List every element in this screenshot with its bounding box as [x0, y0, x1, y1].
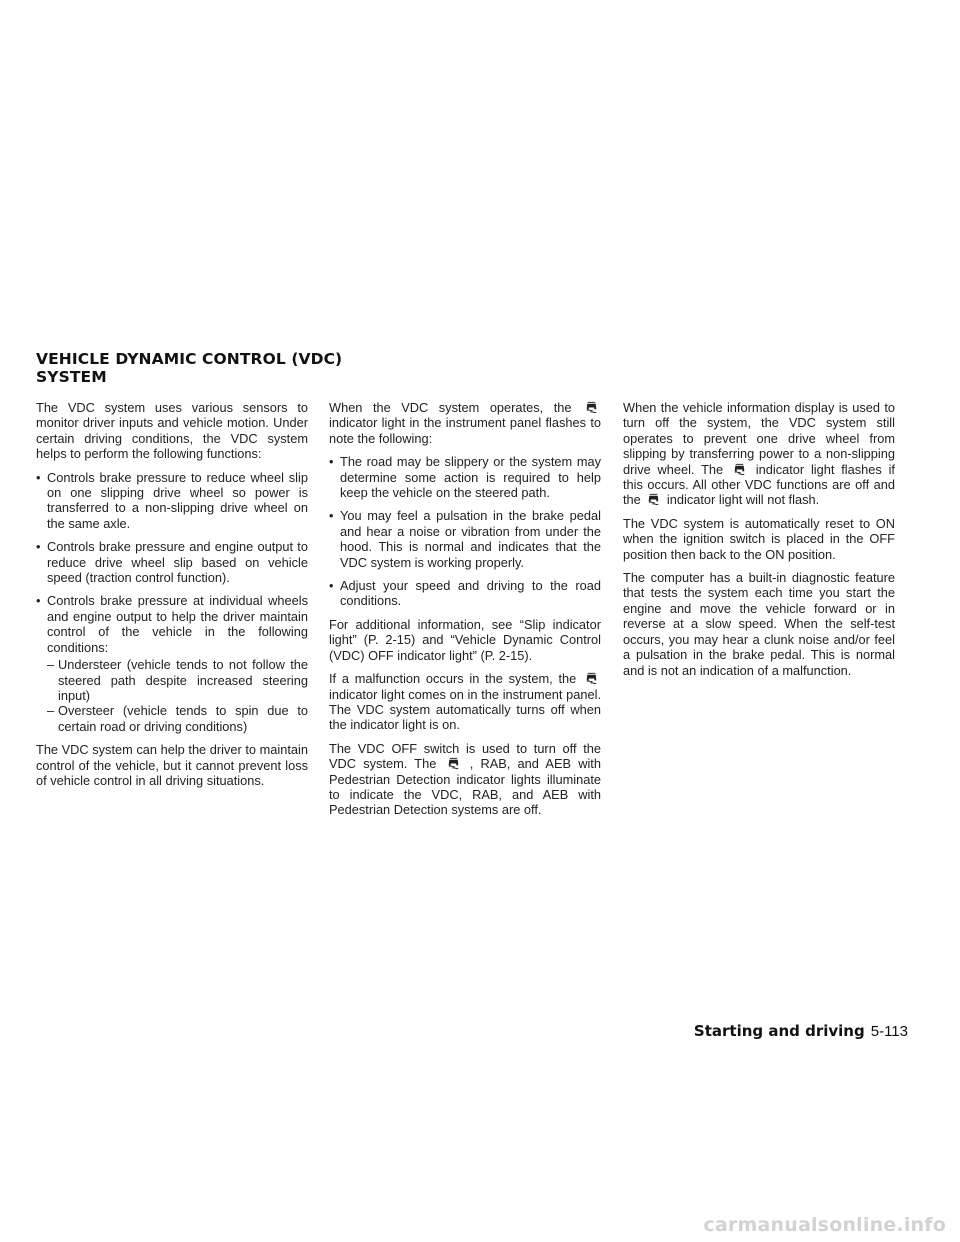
page-number: 5-113	[870, 1023, 908, 1040]
paragraph-text: When the VDC system operates, the	[329, 400, 572, 415]
list-item: • Adjust your speed and driving to the road conditions.	[329, 578, 601, 609]
paragraph-text: indicator light will not flash.	[666, 492, 820, 508]
list-item	[36, 593, 308, 734]
slip-indicator-icon	[646, 492, 661, 507]
sublist-item: – Oversteer (vehicle tends to spin due to certain road or driving conditions)	[47, 703, 308, 734]
slip-indicator-icon	[732, 462, 747, 477]
footer-section-name: Starting and driving	[693, 1022, 865, 1040]
conditions-sublist	[47, 657, 308, 734]
reference-paragraph: For additional information, see “Slip indicator light” (P. 2-15) and “Vehicle Dynamic Control (VDC) OFF indicator light” (P. 2-15).	[329, 616, 601, 663]
functions-list	[36, 470, 308, 735]
sublist-item: – Understeer (vehicle tends to not follow the steered path despite increased steering input)	[47, 657, 308, 703]
slip-indicator-icon	[584, 400, 599, 415]
column-3	[623, 400, 895, 686]
list-item-text: Controls brake pressure at individual wheels and engine output to help the driver maintain control of the vehicle in the following conditions:	[47, 593, 308, 655]
operation-paragraph	[329, 400, 601, 446]
slip-indicator-icon	[446, 756, 461, 771]
notes-list	[329, 454, 601, 609]
list-item: • You may feel a pulsation in the brake pedal and hear a noise or vibration from under the hood. This is normal and indicates that the VDC system is working properly.	[329, 508, 601, 570]
paragraph-text: , RAB, and AEB with Pedestrian Detection indicator lights illuminate to indicate the VDC, RAB, and AEB with Pedestrian Detection systems are off.	[329, 756, 601, 818]
paragraph-text: indicator light in the instrument panel flashes to note the following:	[329, 415, 601, 446]
slip-indicator-icon	[584, 671, 599, 686]
auto-reset-paragraph: The VDC system is automatically reset to ON when the ignition switch is placed in the OFF position then back to the ON position.	[623, 515, 895, 562]
paragraph-text: indicator light flashes if this occurs. All other VDC functions are off and the	[623, 461, 895, 508]
info-display-paragraph	[623, 400, 895, 508]
watermark: carmanualsonline.info	[703, 1214, 946, 1236]
self-test-paragraph: The computer has a built-in diagnostic feature that tests the system each time you start the engine and move the vehicle forward or in reverse at a slow speed. When the self-test occurs, you may hear a clunk noise and/or feel a pulsation in the brake pedal. This is normal and is not an indication of a malfunction.	[623, 570, 895, 678]
list-item: • Controls brake pressure to reduce wheel slip on one slipping drive wheel so power is transferred to a non-slipping drive wheel on the same axle.	[36, 470, 308, 532]
vdc-off-switch-paragraph	[329, 741, 601, 818]
column-1	[36, 400, 308, 796]
intro-paragraph: The VDC system uses various sensors to monitor driver inputs and vehicle motion. Under certain driving conditions, the VDC system helps to perform the following functions:	[36, 400, 308, 462]
paragraph-text: When the vehicle information display is used to turn off the system, the VDC system still operates to prevent one drive wheel from slipping by transferring power to a non-slipping drive wheel. The	[623, 400, 895, 477]
list-item: • The road may be slippery or the system may determine some action is required to help keep the vehicle on the steered path.	[329, 454, 601, 500]
malfunction-paragraph	[329, 671, 601, 733]
page-footer	[694, 1022, 908, 1041]
column-2	[329, 400, 601, 826]
list-item: • Controls brake pressure and engine output to reduce drive wheel slip based on vehicle speed (traction control function).	[36, 539, 308, 585]
closing-paragraph: The VDC system can help the driver to maintain control of the vehicle, but it cannot prevent loss of vehicle control in all driving situations.	[36, 742, 308, 788]
paragraph-text: The VDC OFF switch is used to turn off the VDC system. The	[329, 740, 601, 772]
section-heading: VEHICLE DYNAMIC CONTROL (VDC) SYSTEM	[36, 350, 343, 386]
paragraph-text: indicator light comes on in the instrument panel. The VDC system automatically turns off when the indicator light is on.	[329, 686, 601, 733]
paragraph-text: If a malfunction occurs in the system, the	[329, 671, 577, 687]
